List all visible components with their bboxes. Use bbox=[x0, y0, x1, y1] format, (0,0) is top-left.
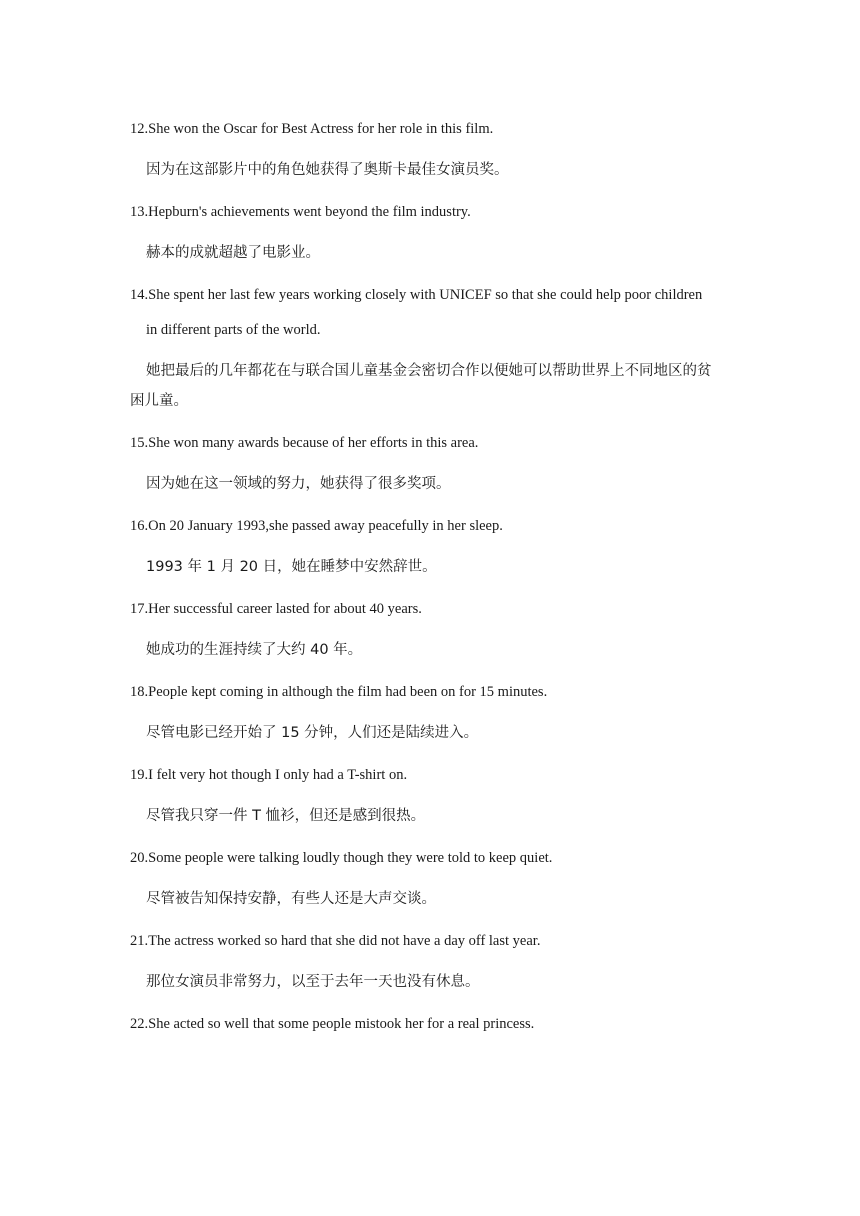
sentence-item-21 bbox=[130, 924, 730, 997]
chinese-translation: 因为她在这一领域的努力，她获得了很多奖项。 bbox=[146, 476, 451, 492]
sentence-item-16 bbox=[130, 509, 730, 582]
sentence-item-14 bbox=[130, 278, 730, 416]
english-sentence: 13.Hepburn's achievements went beyond the film industry. bbox=[130, 204, 471, 220]
english-sentence: 18.People kept coming in although the film had been on for 15 minutes. bbox=[130, 684, 548, 700]
chinese-translation: 她成功的生涯持续了大约 40 年。 bbox=[146, 642, 363, 658]
chinese-translation: 赫本的成就超越了电影业。 bbox=[146, 245, 320, 261]
english-sentence: 16.On 20 January 1993,she passed away peacefully in her sleep. bbox=[130, 518, 503, 534]
sentence-item-22 bbox=[130, 1007, 730, 1042]
english-sentence-continuation: in different parts of the world. bbox=[146, 322, 321, 338]
sentence-item-13 bbox=[130, 195, 730, 268]
sentence-item-19 bbox=[130, 758, 730, 831]
document-body bbox=[130, 112, 730, 1042]
chinese-translation: 尽管被告知保持安静，有些人还是大声交谈。 bbox=[146, 891, 436, 907]
chinese-translation: 尽管我只穿一件 T 恤衫，但还是感到很热。 bbox=[146, 808, 426, 824]
sentence-item-20 bbox=[130, 841, 730, 914]
sentence-item-12 bbox=[130, 112, 730, 185]
chinese-translation: 尽管电影已经开始了 15 分钟，人们还是陆续进入。 bbox=[146, 725, 479, 741]
chinese-translation: 那位女演员非常努力，以至于去年一天也没有休息。 bbox=[146, 974, 480, 990]
sentence-item-18 bbox=[130, 675, 730, 748]
sentence-item-17 bbox=[130, 592, 730, 665]
english-sentence: 21.The actress worked so hard that she did not have a day off last year. bbox=[130, 933, 541, 949]
english-sentence: 17.Her successful career lasted for about 40 years. bbox=[130, 601, 422, 617]
chinese-translation: 因为在这部影片中的角色她获得了奥斯卡最佳女演员奖。 bbox=[146, 162, 509, 178]
english-sentence: 15.She won many awards because of her efforts in this area. bbox=[130, 435, 479, 451]
english-sentence: 12.She won the Oscar for Best Actress for her role in this film. bbox=[130, 121, 494, 137]
english-sentence: 22.She acted so well that some people mistook her for a real princess. bbox=[130, 1016, 535, 1032]
english-sentence: 20.Some people were talking loudly though they were told to keep quiet. bbox=[130, 850, 553, 866]
chinese-translation: 1993 年 1 月 20 日，她在睡梦中安然辞世。 bbox=[146, 559, 437, 575]
sentence-item-15 bbox=[130, 426, 730, 499]
chinese-translation: 她把最后的几年都花在与联合国儿童基金会密切合作以便她可以帮助世界上不同地区的贫困儿童。 bbox=[130, 363, 712, 409]
english-sentence: 19.I felt very hot though I only had a T-shirt on. bbox=[130, 767, 408, 783]
english-sentence: 14.She spent her last few years working closely with UNICEF so that she could help poor children bbox=[130, 287, 703, 303]
